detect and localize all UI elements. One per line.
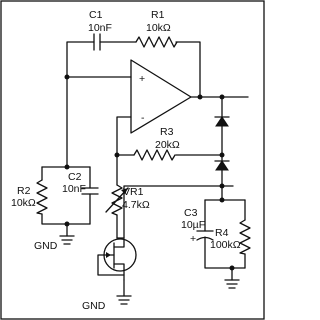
- r4-value: 100kΩ: [210, 239, 241, 251]
- c2-name: C2: [68, 171, 82, 183]
- r3-name: R3: [160, 126, 174, 138]
- junction-dot: [65, 75, 70, 80]
- resistor-r4: [240, 220, 250, 254]
- r1-name: R1: [151, 9, 165, 21]
- wire-feedback-top: [67, 42, 200, 97]
- wire-c2-r2: [42, 77, 90, 236]
- opamp: [131, 60, 191, 133]
- r2-name: R2: [17, 185, 31, 197]
- c2-value: 10nF: [62, 183, 86, 195]
- opamp-minus: -: [141, 112, 145, 124]
- ground-symbol-3: [225, 280, 239, 288]
- c1-value: 10nF: [88, 22, 112, 34]
- junction-dot: [220, 184, 225, 189]
- gnd1-label: GND: [34, 240, 58, 252]
- ground-symbol-2: [117, 296, 131, 304]
- resistor-r2: [37, 180, 47, 214]
- r1-value: 10kΩ: [146, 22, 171, 34]
- junction-dot: [220, 198, 225, 203]
- resistor-r3: [134, 150, 175, 160]
- diode-d2: [215, 161, 229, 170]
- vr1-value: 4.7kΩ: [122, 199, 150, 211]
- c3-value: 10µF: [181, 219, 206, 231]
- c3-polarity: +: [190, 233, 197, 245]
- jfet-q1: [98, 238, 136, 280]
- gnd2-label: GND: [82, 300, 106, 312]
- capacitor-c1: [94, 34, 100, 50]
- c1-name: C1: [89, 9, 103, 21]
- junction-dot: [198, 95, 203, 100]
- ground-symbol-1: [60, 236, 74, 244]
- junction-dot: [220, 153, 225, 158]
- junction-dot: [230, 266, 235, 271]
- junction-dot: [220, 95, 225, 100]
- frame: [1, 1, 264, 319]
- junction-dot: [65, 222, 70, 227]
- diode-d1: [215, 117, 229, 126]
- r4-name: R4: [215, 227, 229, 239]
- junction-dot: [65, 165, 70, 170]
- r2-value: 10kΩ: [11, 197, 36, 209]
- resistor-r1: [136, 37, 177, 47]
- vr1-name: VR1: [123, 186, 144, 198]
- r3-value: 20kΩ: [155, 139, 180, 151]
- opamp-plus: +: [139, 73, 146, 85]
- junction-dot: [115, 153, 120, 158]
- c3-name: C3: [184, 207, 198, 219]
